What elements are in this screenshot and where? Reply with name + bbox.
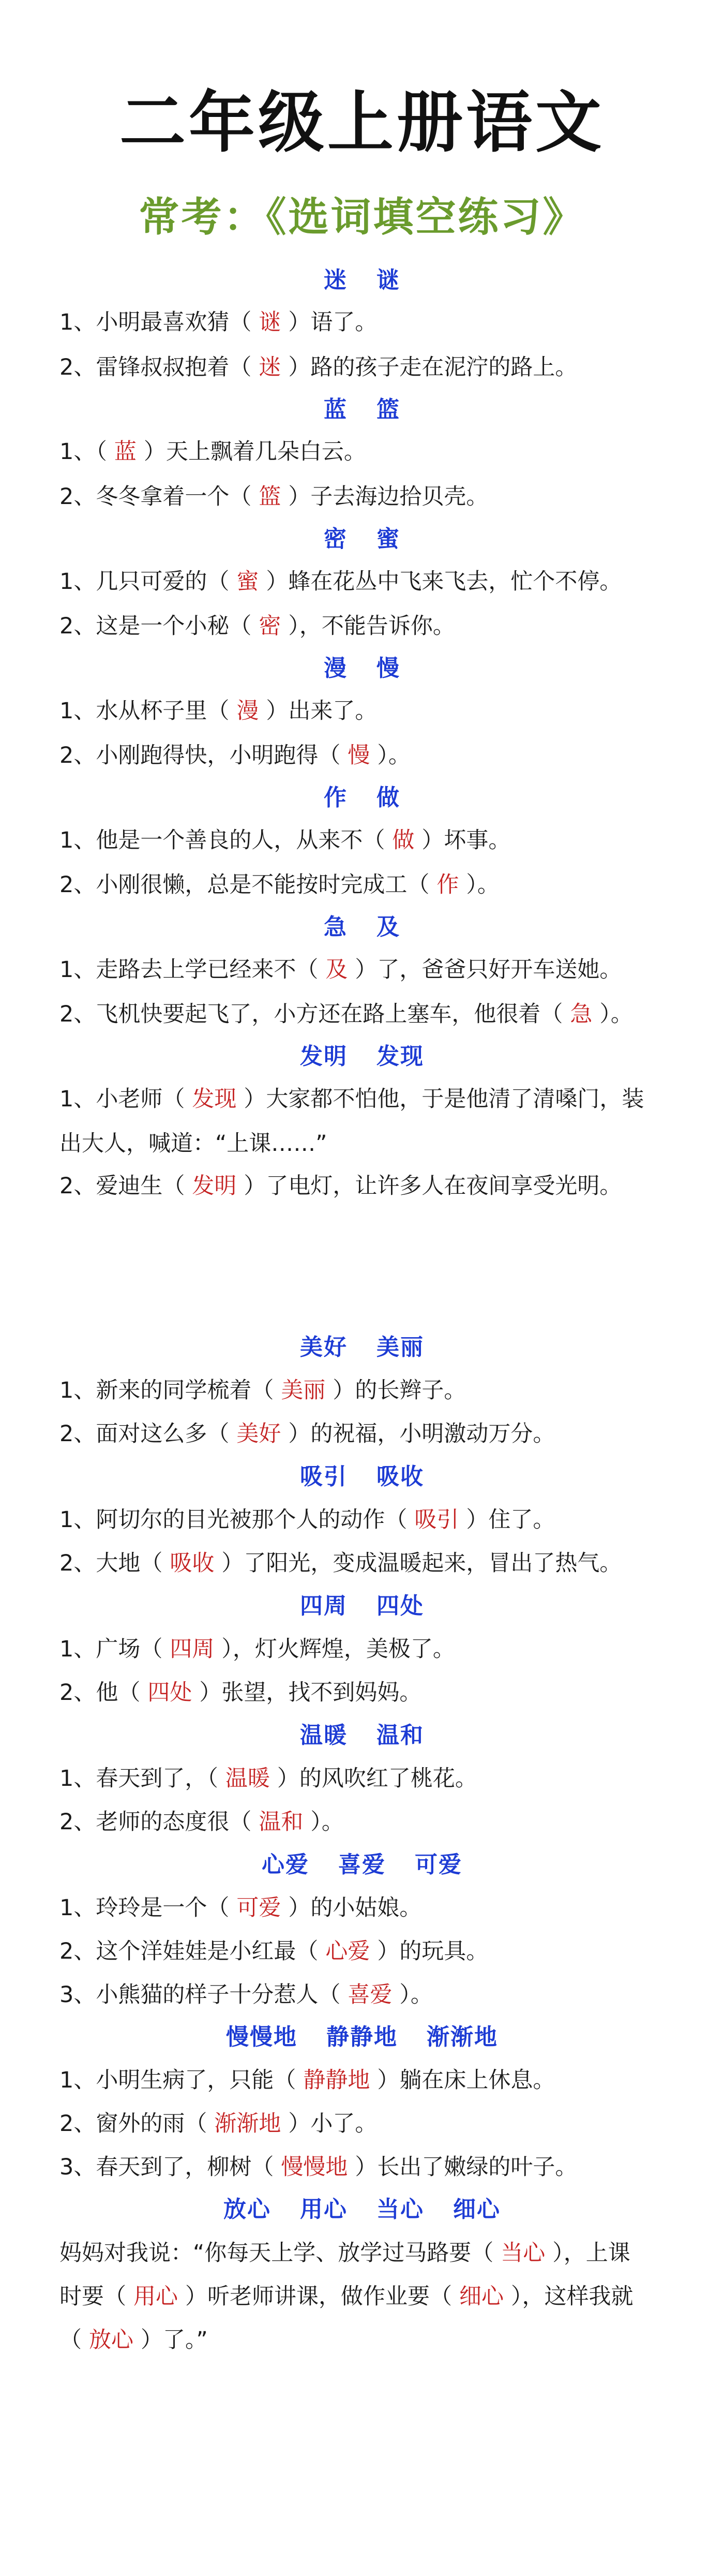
exercise-line xyxy=(59,2152,685,2183)
sentence-text: （ xyxy=(59,2327,82,2353)
sentence-text: 1、他是一个善良的人，从来不（ xyxy=(59,827,385,853)
section-header xyxy=(0,2022,724,2053)
word-choice: 做 xyxy=(376,784,400,811)
answer-blank[interactable]: 静静地 xyxy=(303,2067,370,2093)
exercise-line xyxy=(59,869,685,900)
answer-blank[interactable]: 四周 xyxy=(170,1636,215,1662)
exercise-line xyxy=(59,481,685,512)
exercise-line xyxy=(59,2238,685,2269)
sentence-text: ）的长辫子。 xyxy=(333,1378,466,1403)
page-title: 二年级上册语文 xyxy=(119,84,605,161)
sentence-text: 1、广场（ xyxy=(59,1636,163,1662)
word-choice: 渐渐地 xyxy=(427,2024,498,2050)
sentence-text: ）小了。 xyxy=(288,2111,378,2137)
sentence-text: ）。 xyxy=(599,1001,633,1027)
exercise-line xyxy=(59,825,685,856)
word-choice: 可爱 xyxy=(415,1852,462,1878)
answer-blank[interactable]: 心爱 xyxy=(325,1938,370,1964)
answer-blank[interactable]: 渐渐地 xyxy=(214,2111,281,2137)
sentence-text: ），不能告诉你。 xyxy=(288,613,455,639)
sentence-text: ）大家都不怕他，于是他清了清嗓门，装 xyxy=(244,1086,644,1112)
word-choice: 蜜 xyxy=(376,526,400,552)
sentence-text: 1、水从杯子里（ xyxy=(59,698,230,724)
answer-blank[interactable]: 温和 xyxy=(259,1809,304,1835)
sentence-text: ）听老师讲课，做作业要（ xyxy=(185,2284,452,2309)
sentence-text: ）张望，找不到妈妈。 xyxy=(199,1680,422,1706)
exercise-line xyxy=(59,1084,685,1115)
sentence-text: 1、小老师（ xyxy=(59,1086,185,1112)
word-choice: 发现 xyxy=(376,1043,424,1070)
answer-blank[interactable]: 及 xyxy=(325,957,348,983)
sentence-text: ）。 xyxy=(399,1982,433,2008)
section-header xyxy=(0,2194,724,2225)
word-choice: 喜爱 xyxy=(338,1852,386,1878)
sentence-text: 3、小熊猫的样子十分惹人（ xyxy=(59,1982,341,2008)
answer-blank[interactable]: 美好 xyxy=(236,1421,281,1447)
sentence-text: ）躺在床上休息。 xyxy=(377,2067,555,2093)
sentence-text: 2、这是一个小秘（ xyxy=(59,613,252,639)
section-header xyxy=(0,524,724,555)
sentence-text: 2、老师的态度很（ xyxy=(59,1809,252,1835)
answer-blank[interactable]: 细心 xyxy=(459,2284,504,2309)
answer-blank[interactable]: 发明 xyxy=(192,1173,237,1199)
section-header xyxy=(0,1332,724,1363)
sentence-text: ），这样我就 xyxy=(511,2284,634,2309)
exercise-line xyxy=(59,1892,685,1923)
sentence-text: 1、玲玲是一个（ xyxy=(59,1895,230,1921)
sentence-text: 1、春天到了，（ xyxy=(59,1766,218,1792)
word-choice: 四周 xyxy=(300,1593,348,1619)
sentence-text: 1、（ xyxy=(59,439,107,465)
section-header xyxy=(0,1591,724,1622)
exercise-line xyxy=(59,2108,685,2139)
word-choice: 温暖 xyxy=(300,1722,348,1749)
answer-blank[interactable]: 当心 xyxy=(501,2240,546,2266)
section-header xyxy=(0,394,724,425)
word-choice: 迷 xyxy=(324,267,348,293)
answer-blank[interactable]: 作 xyxy=(436,872,459,898)
exercise-line xyxy=(59,954,685,985)
word-choice: 四处 xyxy=(376,1593,424,1619)
word-choice: 蓝 xyxy=(324,396,348,423)
answer-blank[interactable]: 密 xyxy=(259,613,281,639)
sentence-text: 2、小刚很懒，总是不能按时完成工（ xyxy=(59,872,430,898)
sentence-text: 2、大地（ xyxy=(59,1550,163,1576)
answer-blank[interactable]: 迷 xyxy=(259,354,281,380)
exercise-line xyxy=(59,1763,685,1794)
sentence-text: ）的小姑娘。 xyxy=(288,1895,422,1921)
answer-blank[interactable]: 放心 xyxy=(89,2327,133,2353)
word-choice: 作 xyxy=(324,784,348,811)
exercise-line xyxy=(59,566,685,597)
exercise-line xyxy=(59,611,685,642)
word-choice: 温和 xyxy=(376,1722,424,1749)
answer-blank[interactable]: 蓝 xyxy=(114,439,137,465)
sentence-text: 2、冬冬拿着一个（ xyxy=(59,484,252,510)
section-header xyxy=(0,1041,724,1072)
answer-blank[interactable]: 做 xyxy=(392,827,415,853)
exercise-line xyxy=(59,2065,685,2096)
exercise-line xyxy=(59,436,685,467)
exercise-line xyxy=(59,740,685,771)
exercise-line xyxy=(59,1634,685,1665)
sentence-text: 2、这个洋娃娃是小红最（ xyxy=(59,1938,319,1964)
word-choice: 慢 xyxy=(376,655,400,682)
word-choice: 美丽 xyxy=(376,1334,424,1360)
section-header xyxy=(0,1720,724,1751)
answer-blank[interactable]: 美丽 xyxy=(281,1378,326,1403)
sentence-text: 2、他（ xyxy=(59,1680,141,1706)
word-choice: 急 xyxy=(324,914,348,940)
sentence-text: ）路的孩子走在泥泞的路上。 xyxy=(288,354,578,380)
answer-blank[interactable]: 漫 xyxy=(236,698,259,724)
sentence-text: 时要（ xyxy=(59,2284,126,2309)
page-subtitle: 常考：《选词填空练习》 xyxy=(139,194,585,241)
section-header xyxy=(0,912,724,943)
section-header xyxy=(0,1461,724,1492)
exercise-line xyxy=(59,1375,685,1406)
answer-blank[interactable]: 吸收 xyxy=(170,1550,215,1576)
sentence-text: 1、几只可爱的（ xyxy=(59,569,230,595)
word-choice: 细心 xyxy=(453,2196,501,2223)
sentence-text: 妈妈对我说：“你每天上学、放学过马路要（ xyxy=(59,2240,494,2266)
answer-blank[interactable]: 温暖 xyxy=(225,1766,270,1792)
sentence-text: ）子去海边拾贝壳。 xyxy=(288,484,489,510)
word-choice: 篮 xyxy=(376,396,400,423)
word-choice: 放心 xyxy=(223,2196,271,2223)
word-choice: 美好 xyxy=(300,1334,348,1360)
sentence-text: 2、雷锋叔叔抱着（ xyxy=(59,354,252,380)
sentence-text: 2、窗外的雨（ xyxy=(59,2111,207,2137)
sentence-text: ），上课 xyxy=(552,2240,630,2266)
sentence-text: ）长出了嫩绿的叶子。 xyxy=(355,2154,578,2180)
sentence-text: ）坏事。 xyxy=(421,827,511,853)
exercise-line xyxy=(59,1979,685,2010)
sentence-text: 2、小刚跑得快，小明跑得（ xyxy=(59,743,341,768)
sentence-text: ）。 xyxy=(377,743,411,768)
exercise-line xyxy=(59,1504,685,1535)
sentence-text: 2、爱迪生（ xyxy=(59,1173,185,1199)
answer-blank[interactable]: 慢 xyxy=(348,743,370,768)
section-header xyxy=(0,782,724,813)
answer-blank[interactable]: 谜 xyxy=(259,309,281,335)
word-choice: 静静地 xyxy=(326,2024,398,2050)
word-choice: 发明 xyxy=(300,1043,348,1070)
sentence-text: 3、春天到了，柳树（ xyxy=(59,2154,274,2180)
exercise-line xyxy=(59,307,685,338)
section-header xyxy=(0,653,724,684)
exercise-line xyxy=(59,1128,685,1159)
sentence-text: 1、新来的同学梳着（ xyxy=(59,1378,274,1403)
answer-blank[interactable]: 用心 xyxy=(133,2284,178,2309)
sentence-text: 1、小明生病了，只能（ xyxy=(59,2067,296,2093)
sentence-text: ）的玩具。 xyxy=(377,1938,489,1964)
sentence-text: ）语了。 xyxy=(288,309,378,335)
sentence-text: 1、走路去上学已经来不（ xyxy=(59,957,319,983)
sentence-text: 出大人，喊道：“上课……” xyxy=(59,1131,327,1157)
sentence-text: 1、阿切尔的目光被那个人的动作（ xyxy=(59,1507,408,1533)
exercise-line xyxy=(59,1807,685,1838)
exercise-line xyxy=(59,352,685,383)
sentence-text: ）。 xyxy=(310,1809,344,1835)
word-choice: 当心 xyxy=(376,2196,424,2223)
word-choice: 吸收 xyxy=(376,1463,424,1490)
answer-blank[interactable]: 四处 xyxy=(147,1680,192,1706)
sentence-text: 2、面对这么多（ xyxy=(59,1421,230,1447)
word-choice: 心爱 xyxy=(262,1852,309,1878)
exercise-line xyxy=(59,1418,685,1449)
sentence-text: 1、小明最喜欢猜（ xyxy=(59,309,252,335)
sentence-text: ）了阳光，变成温暖起来，冒出了热气。 xyxy=(221,1550,622,1576)
sentence-text: ）住了。 xyxy=(466,1507,555,1533)
sentence-text: ），灯火辉煌，美极了。 xyxy=(221,1636,455,1662)
sentence-text: ）的风吹红了桃花。 xyxy=(277,1766,477,1792)
section-header xyxy=(0,1849,724,1881)
sentence-text: ）了。” xyxy=(141,2327,208,2353)
sentence-text: 2、飞机快要起飞了，小方还在路上塞车，他很着（ xyxy=(59,1001,563,1027)
sentence-text: ）。 xyxy=(466,872,500,898)
word-choice: 密 xyxy=(324,526,348,552)
word-choice: 慢慢地 xyxy=(226,2024,297,2050)
sentence-text: ）天上飘着几朵白云。 xyxy=(143,439,366,465)
sentence-text: ）出来了。 xyxy=(266,698,378,724)
sentence-text: ）的祝福，小明激动万分。 xyxy=(288,1421,555,1447)
word-choice: 吸引 xyxy=(300,1463,348,1490)
exercise-line xyxy=(59,1677,685,1708)
exercise-line xyxy=(59,2281,685,2312)
answer-blank[interactable]: 篮 xyxy=(259,484,281,510)
sentence-text: ）蜂在花丛中飞来飞去，忙个不停。 xyxy=(266,569,622,595)
answer-blank[interactable]: 吸引 xyxy=(414,1507,459,1533)
sentence-text: ）了，爸爸只好开车送她。 xyxy=(355,957,622,983)
answer-blank[interactable]: 蜜 xyxy=(236,569,259,595)
word-choice: 及 xyxy=(376,914,400,940)
exercise-line xyxy=(59,1936,685,1967)
word-choice: 谜 xyxy=(376,267,400,293)
answer-blank[interactable]: 可爱 xyxy=(236,1895,281,1921)
sentence-text: ）了电灯，让许多人在夜间享受光明。 xyxy=(244,1173,622,1199)
word-choice: 漫 xyxy=(324,655,348,682)
exercise-line xyxy=(59,1548,685,1579)
exercise-line xyxy=(59,2325,685,2356)
exercise-line xyxy=(59,1171,685,1202)
exercise-line xyxy=(59,695,685,727)
word-choice: 用心 xyxy=(300,2196,348,2223)
answer-blank[interactable]: 慢慢地 xyxy=(281,2154,348,2180)
answer-blank[interactable]: 发现 xyxy=(192,1086,237,1112)
section-header xyxy=(0,265,724,296)
answer-blank[interactable]: 喜爱 xyxy=(348,1982,393,2008)
answer-blank[interactable]: 急 xyxy=(570,1001,593,1027)
exercise-line xyxy=(59,999,685,1030)
